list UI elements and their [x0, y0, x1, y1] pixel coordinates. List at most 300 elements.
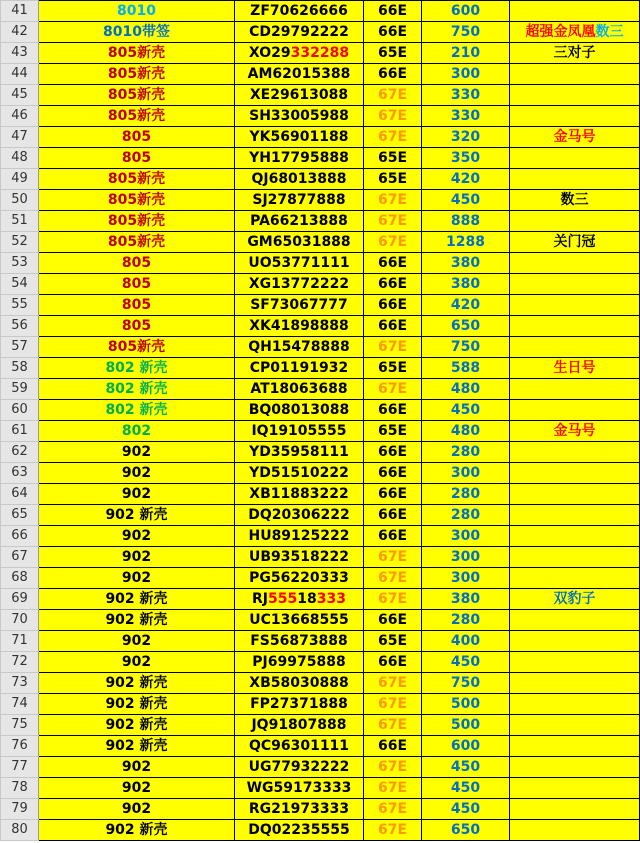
- cell-code-text: 67E: [377, 381, 408, 397]
- cell-model[interactable]: [39, 568, 235, 589]
- cell-serial-number[interactable]: [235, 316, 364, 337]
- cell-model[interactable]: [39, 316, 235, 337]
- cell-serial-number[interactable]: [235, 169, 364, 190]
- cell-price[interactable]: 450: [422, 652, 510, 673]
- cell-price[interactable]: 650: [422, 316, 510, 337]
- cell-code-text: 67E: [377, 801, 408, 817]
- cell-note[interactable]: [510, 106, 640, 127]
- row-number-header[interactable]: 72: [1, 652, 39, 673]
- cell-price[interactable]: 420: [422, 169, 510, 190]
- cell-price[interactable]: 450: [422, 778, 510, 799]
- row-number-header[interactable]: 57: [1, 337, 39, 358]
- cell-code-text: 66E: [377, 486, 408, 502]
- cell-serial-number[interactable]: [235, 1, 364, 22]
- cell-model-text: 802: [121, 423, 152, 439]
- cell-model[interactable]: [39, 715, 235, 736]
- cell-code[interactable]: [364, 85, 422, 106]
- cell-note[interactable]: [510, 421, 640, 442]
- cell-code[interactable]: [364, 778, 422, 799]
- cell-serial-number[interactable]: [235, 715, 364, 736]
- row-number-header[interactable]: 54: [1, 274, 39, 295]
- cell-note[interactable]: [510, 799, 640, 820]
- cell-price[interactable]: 480: [422, 379, 510, 400]
- sheet-row: [1, 610, 640, 631]
- cell-price[interactable]: 380: [422, 589, 510, 610]
- cell-model[interactable]: [39, 820, 235, 841]
- cell-price[interactable]: 380: [422, 274, 510, 295]
- cell-code[interactable]: [364, 253, 422, 274]
- cell-code[interactable]: [364, 1, 422, 22]
- sheet-row: [1, 652, 640, 673]
- cell-serial-number[interactable]: [235, 106, 364, 127]
- cell-code-text: 65E: [377, 45, 408, 61]
- cell-code[interactable]: [364, 190, 422, 211]
- cell-serial-number[interactable]: [235, 85, 364, 106]
- cell-serial-number[interactable]: [235, 211, 364, 232]
- row-number-header[interactable]: 79: [1, 799, 39, 820]
- cell-note[interactable]: [510, 295, 640, 316]
- cell-code[interactable]: [364, 379, 422, 400]
- cell-code[interactable]: [364, 43, 422, 64]
- cell-price[interactable]: 280: [422, 505, 510, 526]
- cell-model[interactable]: [39, 274, 235, 295]
- cell-note[interactable]: [510, 85, 640, 106]
- cell-serial-number[interactable]: [235, 127, 364, 148]
- cell-code[interactable]: [364, 715, 422, 736]
- cell-note[interactable]: [510, 232, 640, 253]
- cell-note[interactable]: [510, 547, 640, 568]
- cell-note[interactable]: [510, 610, 640, 631]
- cell-model[interactable]: [39, 22, 235, 43]
- cell-price[interactable]: 300: [422, 64, 510, 85]
- cell-code[interactable]: [364, 148, 422, 169]
- sheet-row: [1, 127, 640, 148]
- cell-code[interactable]: [364, 736, 422, 757]
- cell-model[interactable]: [39, 106, 235, 127]
- cell-serial-number[interactable]: [235, 358, 364, 379]
- cell-price[interactable]: 600: [422, 736, 510, 757]
- cell-price[interactable]: 450: [422, 799, 510, 820]
- cell-note[interactable]: [510, 358, 640, 379]
- cell-price[interactable]: 210: [422, 43, 510, 64]
- cell-price[interactable]: 500: [422, 694, 510, 715]
- row-number-header[interactable]: 64: [1, 484, 39, 505]
- cell-price[interactable]: 450: [422, 757, 510, 778]
- cell-model-text: 805: [121, 276, 152, 292]
- cell-serial-number[interactable]: [235, 274, 364, 295]
- cell-code-text: 67E: [377, 717, 408, 733]
- cell-model[interactable]: [39, 127, 235, 148]
- cell-serial-number-text: PG56220333: [249, 570, 349, 586]
- cell-price[interactable]: 420: [422, 295, 510, 316]
- cell-serial-number[interactable]: [235, 736, 364, 757]
- cell-model[interactable]: [39, 589, 235, 610]
- cell-price[interactable]: 350: [422, 148, 510, 169]
- cell-price[interactable]: 500: [422, 715, 510, 736]
- cell-model[interactable]: [39, 190, 235, 211]
- cell-model-text: 805新壳: [107, 108, 166, 124]
- cell-serial-number-text: SJ27877888: [252, 192, 346, 208]
- cell-model[interactable]: [39, 211, 235, 232]
- cell-serial-number-text: QC96301111: [248, 738, 350, 754]
- cell-model[interactable]: [39, 358, 235, 379]
- row-number-header[interactable]: 67: [1, 547, 39, 568]
- cell-model[interactable]: [39, 232, 235, 253]
- sheet-row: [1, 568, 640, 589]
- cell-model[interactable]: [39, 547, 235, 568]
- cell-serial-number[interactable]: [235, 694, 364, 715]
- cell-code[interactable]: [364, 820, 422, 841]
- cell-note[interactable]: [510, 316, 640, 337]
- cell-serial-number[interactable]: [235, 253, 364, 274]
- row-number-header[interactable]: 63: [1, 463, 39, 484]
- sheet-row: [1, 505, 640, 526]
- cell-code[interactable]: [364, 694, 422, 715]
- cell-note[interactable]: [510, 463, 640, 484]
- cell-code[interactable]: [364, 652, 422, 673]
- cell-serial-number[interactable]: [235, 757, 364, 778]
- cell-model[interactable]: [39, 85, 235, 106]
- cell-serial-number-text: YH17795888: [249, 150, 349, 166]
- cell-note[interactable]: [510, 127, 640, 148]
- cell-note[interactable]: [510, 379, 640, 400]
- cell-note[interactable]: [510, 148, 640, 169]
- cell-code-text: 65E: [377, 360, 408, 376]
- sheet-row: [1, 337, 640, 358]
- row-number-header[interactable]: 46: [1, 106, 39, 127]
- cell-price[interactable]: 320: [422, 127, 510, 148]
- cell-price[interactable]: 330: [422, 85, 510, 106]
- cell-serial-number[interactable]: [235, 589, 364, 610]
- cell-model[interactable]: [39, 778, 235, 799]
- cell-serial-number-text: 18: [297, 591, 317, 607]
- cell-code[interactable]: [364, 358, 422, 379]
- cell-serial-number[interactable]: [235, 379, 364, 400]
- cell-model[interactable]: [39, 43, 235, 64]
- row-number-header[interactable]: 55: [1, 295, 39, 316]
- cell-code[interactable]: [364, 589, 422, 610]
- cell-price[interactable]: 300: [422, 526, 510, 547]
- cell-price[interactable]: 750: [422, 22, 510, 43]
- row-number-header[interactable]: 71: [1, 631, 39, 652]
- cell-price[interactable]: 600: [422, 1, 510, 22]
- cell-note[interactable]: [510, 820, 640, 841]
- cell-model-text: 805新壳: [107, 87, 166, 103]
- cell-serial-number[interactable]: [235, 610, 364, 631]
- row-number-header[interactable]: 65: [1, 505, 39, 526]
- row-number-header[interactable]: 68: [1, 568, 39, 589]
- cell-price[interactable]: 1288: [422, 232, 510, 253]
- row-number-header[interactable]: 69: [1, 589, 39, 610]
- cell-model[interactable]: [39, 505, 235, 526]
- sheet-row: [1, 778, 640, 799]
- cell-code[interactable]: [364, 64, 422, 85]
- cell-note[interactable]: [510, 778, 640, 799]
- cell-code-text: 67E: [377, 339, 408, 355]
- cell-price[interactable]: 280: [422, 442, 510, 463]
- cell-serial-number[interactable]: [235, 820, 364, 841]
- cell-note[interactable]: [510, 673, 640, 694]
- cell-model-text: 805: [121, 318, 152, 334]
- cell-note[interactable]: [510, 589, 640, 610]
- cell-code[interactable]: [364, 127, 422, 148]
- cell-code[interactable]: [364, 673, 422, 694]
- cell-model[interactable]: [39, 421, 235, 442]
- cell-serial-number[interactable]: [235, 148, 364, 169]
- row-number-header[interactable]: 60: [1, 400, 39, 421]
- cell-price[interactable]: 588: [422, 358, 510, 379]
- cell-note[interactable]: [510, 1, 640, 22]
- cell-code[interactable]: [364, 610, 422, 631]
- cell-serial-number-text: YD51510222: [249, 465, 349, 481]
- cell-note[interactable]: [510, 64, 640, 85]
- cell-code[interactable]: [364, 505, 422, 526]
- cell-serial-number[interactable]: [235, 463, 364, 484]
- cell-serial-number[interactable]: [235, 652, 364, 673]
- cell-code[interactable]: [364, 631, 422, 652]
- row-number-header[interactable]: 75: [1, 715, 39, 736]
- row-number-header[interactable]: 53: [1, 253, 39, 274]
- cell-code[interactable]: [364, 400, 422, 421]
- cell-note[interactable]: [510, 484, 640, 505]
- cell-model[interactable]: [39, 253, 235, 274]
- cell-model[interactable]: [39, 799, 235, 820]
- cell-serial-number[interactable]: [235, 547, 364, 568]
- cell-model[interactable]: [39, 64, 235, 85]
- cell-model[interactable]: [39, 631, 235, 652]
- cell-note[interactable]: [510, 505, 640, 526]
- cell-model[interactable]: [39, 526, 235, 547]
- cell-code[interactable]: [364, 274, 422, 295]
- cell-model-text: 902: [121, 801, 152, 817]
- row-number-header[interactable]: 52: [1, 232, 39, 253]
- cell-price[interactable]: 380: [422, 253, 510, 274]
- cell-note[interactable]: [510, 253, 640, 274]
- cell-code[interactable]: [364, 568, 422, 589]
- cell-serial-number[interactable]: [235, 337, 364, 358]
- row-number-header[interactable]: 43: [1, 43, 39, 64]
- row-number-header[interactable]: 49: [1, 169, 39, 190]
- cell-price[interactable]: 400: [422, 631, 510, 652]
- row-number-header[interactable]: 74: [1, 694, 39, 715]
- cell-serial-number[interactable]: [235, 778, 364, 799]
- cell-serial-number[interactable]: [235, 526, 364, 547]
- row-number-header[interactable]: 48: [1, 148, 39, 169]
- cell-code[interactable]: [364, 799, 422, 820]
- cell-serial-number[interactable]: [235, 484, 364, 505]
- row-number-header[interactable]: 58: [1, 358, 39, 379]
- cell-serial-number-text: RJ: [252, 591, 269, 607]
- cell-code[interactable]: [364, 547, 422, 568]
- cell-note[interactable]: [510, 169, 640, 190]
- cell-serial-number[interactable]: [235, 43, 364, 64]
- row-number-header[interactable]: 59: [1, 379, 39, 400]
- cell-model[interactable]: [39, 400, 235, 421]
- row-number-header[interactable]: 47: [1, 127, 39, 148]
- row-number-header[interactable]: 77: [1, 757, 39, 778]
- cell-note[interactable]: [510, 652, 640, 673]
- cell-serial-number-text: JQ91807888: [251, 717, 347, 733]
- cell-model[interactable]: [39, 148, 235, 169]
- cell-code[interactable]: [364, 232, 422, 253]
- cell-code[interactable]: [364, 442, 422, 463]
- cell-code-text: 66E: [377, 24, 408, 40]
- cell-code[interactable]: [364, 526, 422, 547]
- cell-price[interactable]: 650: [422, 820, 510, 841]
- cell-serial-number-text: WG59173333: [246, 780, 352, 796]
- row-number-header[interactable]: 70: [1, 610, 39, 631]
- cell-model-text: 902: [121, 654, 152, 670]
- cell-note[interactable]: [510, 757, 640, 778]
- row-number-header[interactable]: 51: [1, 211, 39, 232]
- cell-note[interactable]: [510, 43, 640, 64]
- row-number-header[interactable]: 61: [1, 421, 39, 442]
- cell-price[interactable]: 750: [422, 673, 510, 694]
- cell-code[interactable]: [364, 169, 422, 190]
- cell-serial-number[interactable]: [235, 232, 364, 253]
- cell-code-text: 66E: [377, 738, 408, 754]
- row-number-header[interactable]: 45: [1, 85, 39, 106]
- cell-serial-number[interactable]: [235, 505, 364, 526]
- cell-note[interactable]: [510, 715, 640, 736]
- cell-price[interactable]: 280: [422, 484, 510, 505]
- cell-model-text: 902: [121, 528, 152, 544]
- cell-note[interactable]: [510, 211, 640, 232]
- cell-serial-number[interactable]: [235, 295, 364, 316]
- cell-serial-number-text: ZF70626666: [250, 3, 348, 19]
- sheet-row: [1, 484, 640, 505]
- cell-code-text: 67E: [377, 570, 408, 586]
- sheet-row: [1, 169, 640, 190]
- cell-model[interactable]: [39, 610, 235, 631]
- row-number-header[interactable]: 80: [1, 820, 39, 841]
- row-number-header[interactable]: 66: [1, 526, 39, 547]
- cell-model-text: 902 新壳: [105, 822, 168, 838]
- sheet-row: [1, 253, 640, 274]
- cell-price[interactable]: 300: [422, 463, 510, 484]
- cell-code[interactable]: [364, 421, 422, 442]
- cell-serial-number[interactable]: [235, 799, 364, 820]
- cell-serial-number[interactable]: [235, 64, 364, 85]
- cell-code[interactable]: [364, 337, 422, 358]
- cell-code[interactable]: [364, 295, 422, 316]
- cell-model[interactable]: [39, 673, 235, 694]
- cell-model[interactable]: [39, 295, 235, 316]
- cell-note[interactable]: [510, 22, 640, 43]
- cell-model[interactable]: [39, 169, 235, 190]
- sheet-row: [1, 148, 640, 169]
- cell-serial-number[interactable]: [235, 631, 364, 652]
- cell-model[interactable]: [39, 442, 235, 463]
- cell-model-text: 902: [121, 633, 152, 649]
- cell-code-text: 66E: [377, 612, 408, 628]
- cell-note[interactable]: [510, 526, 640, 547]
- row-number-header[interactable]: 41: [1, 1, 39, 22]
- cell-model[interactable]: [39, 379, 235, 400]
- row-number-header[interactable]: 44: [1, 64, 39, 85]
- sheet-row: [1, 400, 640, 421]
- cell-model[interactable]: [39, 736, 235, 757]
- cell-note[interactable]: [510, 190, 640, 211]
- cell-serial-number[interactable]: [235, 568, 364, 589]
- cell-serial-number[interactable]: [235, 190, 364, 211]
- cell-note[interactable]: [510, 631, 640, 652]
- cell-model[interactable]: [39, 1, 235, 22]
- cell-model-text: 805: [121, 297, 152, 313]
- cell-serial-number-text: CP01191932: [249, 360, 349, 376]
- cell-code[interactable]: [364, 211, 422, 232]
- cell-model[interactable]: [39, 484, 235, 505]
- cell-price[interactable]: 300: [422, 547, 510, 568]
- cell-code[interactable]: [364, 757, 422, 778]
- cell-note[interactable]: [510, 274, 640, 295]
- cell-note[interactable]: [510, 337, 640, 358]
- row-number-header[interactable]: 42: [1, 22, 39, 43]
- row-number-header[interactable]: 62: [1, 442, 39, 463]
- cell-price[interactable]: 450: [422, 400, 510, 421]
- cell-price[interactable]: 450: [422, 190, 510, 211]
- cell-model-text: 8010: [117, 3, 156, 19]
- cell-note[interactable]: [510, 736, 640, 757]
- cell-model-text: 805新壳: [107, 66, 166, 82]
- cell-code[interactable]: [364, 316, 422, 337]
- cell-serial-number-text: XE29613088: [249, 87, 349, 103]
- cell-price[interactable]: 750: [422, 337, 510, 358]
- cell-model[interactable]: [39, 463, 235, 484]
- cell-model-text: 8010带签: [103, 24, 170, 40]
- cell-serial-number[interactable]: [235, 400, 364, 421]
- sheet-row: [1, 694, 640, 715]
- cell-model[interactable]: [39, 694, 235, 715]
- cell-code[interactable]: [364, 484, 422, 505]
- cell-code-text: 67E: [377, 759, 408, 775]
- cell-price[interactable]: 888: [422, 211, 510, 232]
- cell-note[interactable]: [510, 694, 640, 715]
- cell-code[interactable]: [364, 463, 422, 484]
- cell-model[interactable]: [39, 337, 235, 358]
- cell-price[interactable]: 480: [422, 421, 510, 442]
- row-number-header[interactable]: 76: [1, 736, 39, 757]
- cell-price[interactable]: 330: [422, 106, 510, 127]
- cell-serial-number[interactable]: [235, 22, 364, 43]
- cell-model[interactable]: [39, 757, 235, 778]
- cell-code[interactable]: [364, 22, 422, 43]
- row-number-header[interactable]: 78: [1, 778, 39, 799]
- sheet-row: [1, 421, 640, 442]
- cell-price[interactable]: 300: [422, 568, 510, 589]
- cell-code-text: 67E: [377, 213, 408, 229]
- cell-serial-number[interactable]: [235, 442, 364, 463]
- cell-code-text: 67E: [377, 549, 408, 565]
- cell-serial-number[interactable]: [235, 673, 364, 694]
- cell-code[interactable]: [364, 106, 422, 127]
- row-number-header[interactable]: 56: [1, 316, 39, 337]
- cell-note[interactable]: [510, 400, 640, 421]
- cell-code-text: 67E: [377, 822, 408, 838]
- cell-note[interactable]: [510, 568, 640, 589]
- row-number-header[interactable]: 50: [1, 190, 39, 211]
- cell-code-text: 66E: [377, 318, 408, 334]
- cell-note-text: 金马号: [553, 423, 596, 439]
- cell-note[interactable]: [510, 442, 640, 463]
- cell-serial-number[interactable]: [235, 421, 364, 442]
- cell-model-text: 902: [121, 780, 152, 796]
- cell-price[interactable]: 280: [422, 610, 510, 631]
- cell-code-text: 66E: [377, 528, 408, 544]
- row-number-header[interactable]: 73: [1, 673, 39, 694]
- cell-serial-number-text: BQ08013088: [248, 402, 350, 418]
- cell-model[interactable]: [39, 652, 235, 673]
